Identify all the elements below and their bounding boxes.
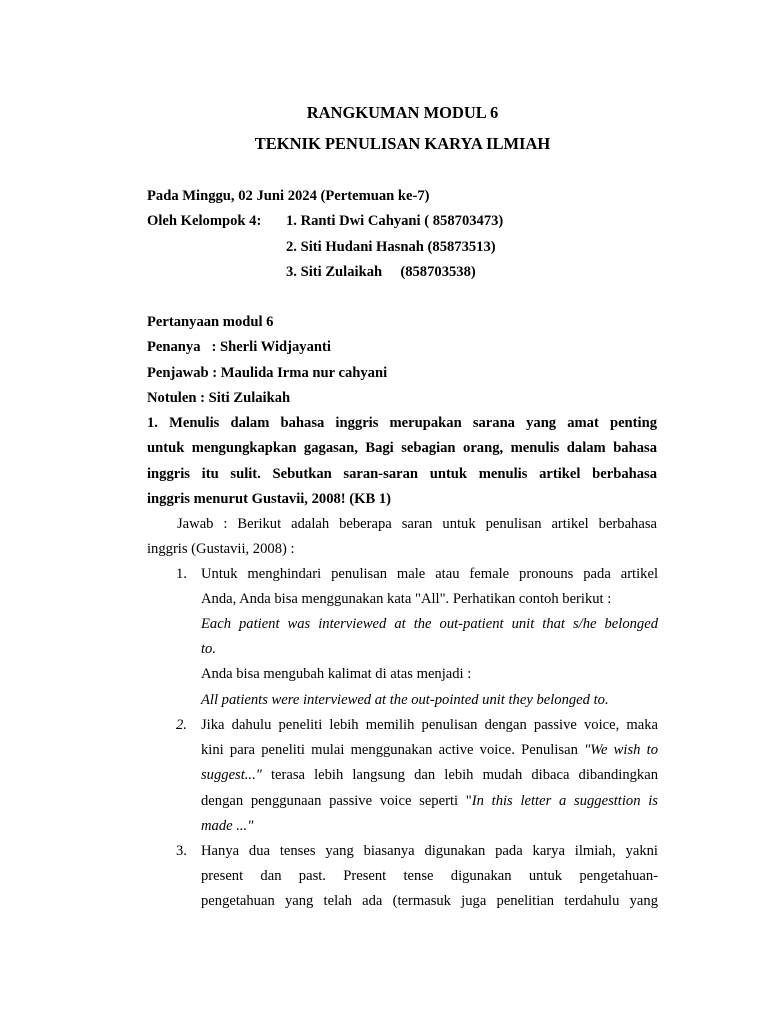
question-line: inggris itu sulit. Sebutkan saran-saran untuk menulis artikel berbahasa [147, 466, 657, 482]
member-item: 2. Siti Hudani Hasnah (85873513) [286, 239, 496, 255]
list-item-line: Hanya dua tenses yang biasanya digunakan pada karya ilmiah, yakni [201, 843, 658, 859]
list-number: 1. [176, 566, 187, 582]
date-line: Pada Minggu, 02 Juni 2024 (Pertemuan ke-7) [147, 188, 430, 204]
list-item-line: present dan past. Present tense digunakan untuk pengetahuan- [201, 868, 658, 884]
document-subtitle: TEKNIK PENULISAN KARYA ILMIAH [254, 134, 551, 153]
example-quote: In this letter a suggesttion is [471, 793, 658, 809]
penjawab-line: Penjawab : Maulida Irma nur cahyani [147, 365, 388, 381]
list-item-text: terasa lebih langsung dan lebih mudah dibaca dibandingkan [261, 767, 658, 783]
member-item: 3. Siti Zulaikah (858703538) [286, 264, 476, 280]
answer-intro: inggris (Gustavii, 2008) : [147, 541, 295, 557]
list-item-line: Anda, Anda bisa menggunakan kata "All". Perhatikan contoh berikut : [201, 591, 612, 607]
example-quote: suggest..." [201, 767, 262, 783]
list-number: 3. [176, 843, 187, 859]
list-item-line: pengetahuan yang telah ada (termasuk juga penelitian terdahulu yang [201, 893, 658, 909]
list-item-text: dengan penggunaan passive voice seperti " [201, 793, 472, 809]
example-quote: "We wish to [584, 742, 658, 758]
list-item-line: Anda bisa mengubah kalimat di atas menjadi : [201, 666, 472, 682]
qa-heading: Pertanyaan modul 6 [147, 314, 274, 330]
list-number: 2. [176, 717, 187, 733]
group-label: Oleh Kelompok 4: [147, 213, 262, 229]
answer-intro: Jawab : Berikut adalah beberapa saran untuk penulisan artikel berbahasa [177, 516, 657, 532]
notulen-line: Notulen : Siti Zulaikah [147, 390, 291, 406]
list-item-line: Untuk menghindari penulisan male atau female pronouns pada artikel [201, 566, 658, 582]
document-title: RANGKUMAN MODUL 6 [306, 103, 499, 122]
example-sentence: All patients were interviewed at the out-pointed unit they belonged to. [201, 692, 609, 708]
question-line: untuk mengungkapkan gagasan, Bagi sebagian orang, menulis dalam bahasa [147, 440, 657, 456]
member-item: 1. Ranti Dwi Cahyani ( 858703473) [286, 213, 504, 229]
question-line: 1. Menulis dalam bahasa inggris merupakan sarana yang amat penting [147, 415, 657, 431]
list-item-text: kini para peneliti mulai menggunakan active voice. Penulisan [201, 742, 585, 758]
example-quote: made ..." [201, 818, 254, 834]
list-item-line: Jika dahulu peneliti lebih memilih penulisan dengan passive voice, maka [201, 717, 658, 733]
example-sentence: Each patient was interviewed at the out-patient unit that s/he belonged [201, 616, 658, 632]
list-item-line [201, 766, 658, 784]
penanya-line: Penanya : Sherli Widjayanti [147, 339, 331, 355]
list-item-line [201, 741, 658, 759]
example-sentence: to. [201, 641, 216, 657]
list-item-line [201, 792, 658, 810]
question-line: inggris menurut Gustavii, 2008! (KB 1) [147, 491, 392, 507]
